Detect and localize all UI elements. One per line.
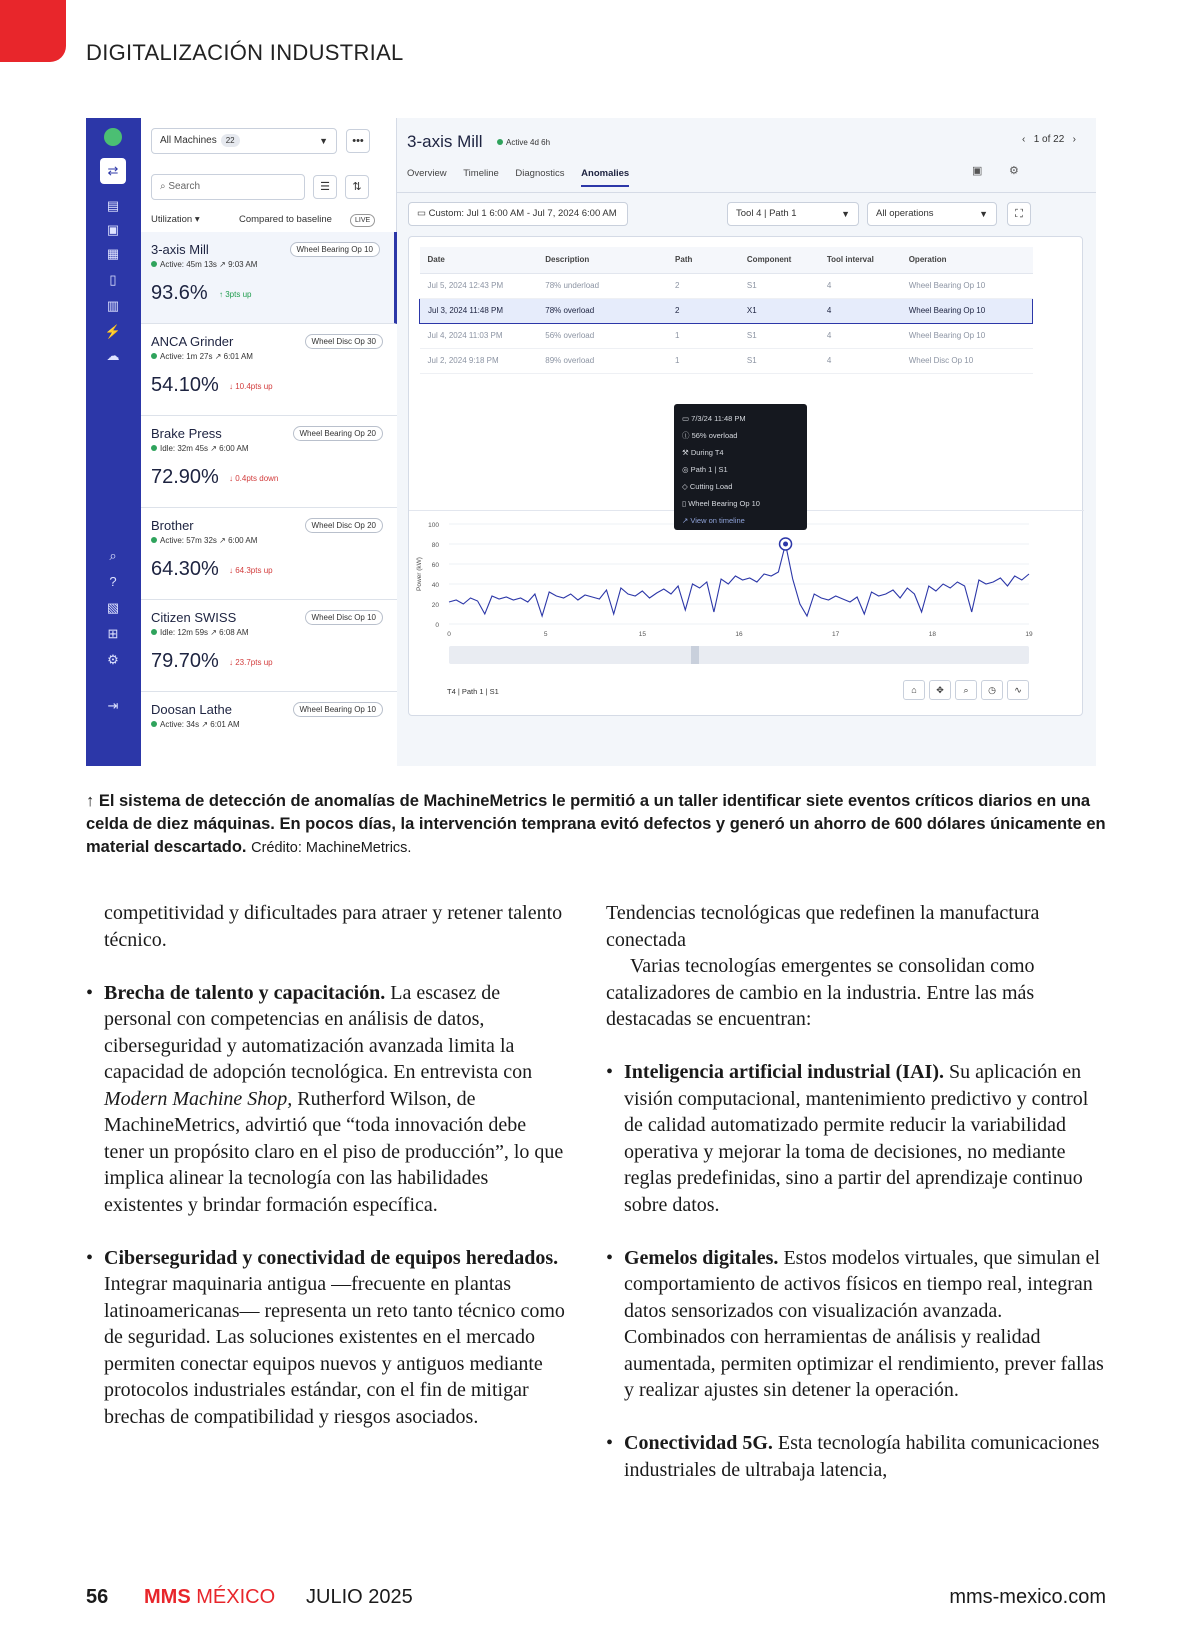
filter-button[interactable]: ☰	[313, 175, 337, 199]
machine-status-text: Active: 57m 32s ↗ 6:00 AM	[160, 536, 258, 545]
nav-rail	[86, 118, 141, 766]
machine-card[interactable]	[141, 232, 397, 324]
table-cell: 4	[819, 323, 901, 348]
x-tick-label: 0	[447, 631, 451, 638]
tooltip-signal-text: Cutting Load	[689, 482, 733, 491]
machine-card[interactable]	[141, 324, 397, 416]
expand-icon[interactable]: ⛶	[1007, 202, 1031, 226]
table-row[interactable]	[420, 273, 1033, 298]
bullet-iai-title: Inteligencia artificial industrial (IAI).	[624, 1061, 944, 1083]
tag-icon: ◇	[682, 482, 690, 491]
table-cell: Wheel Bearing Op 10	[901, 323, 1033, 348]
chevron-down-icon: ▼	[841, 209, 850, 219]
status-dot	[151, 537, 157, 543]
operations-filter-select[interactable]	[867, 202, 997, 226]
machine-filter-label: All Machines	[160, 135, 217, 146]
machine-delta: ↓ 10.4pts up	[229, 382, 273, 391]
search-icon: ⌕	[160, 181, 169, 192]
machine-delta: ↑ 3pts up	[219, 290, 252, 299]
machine-operation-badge: Wheel Disc Op 10	[305, 610, 383, 625]
machine-detail	[397, 118, 1096, 766]
zoom-icon[interactable]: ⌕	[955, 680, 977, 700]
y-axis-label: Power (kW)	[416, 557, 423, 591]
tab-diagnostics[interactable]: Diagnostics	[515, 168, 565, 179]
path-icon: ◎	[682, 465, 691, 474]
right-heading: Tendencias tecnológicas que redefinen la manufactura conectada	[606, 902, 1040, 951]
table-row[interactable]	[420, 298, 1033, 323]
table-cell: S1	[739, 348, 819, 373]
y-tick-label: 20	[431, 602, 439, 609]
pager	[1022, 134, 1076, 145]
save-icon[interactable]: ▣	[972, 165, 983, 177]
machine-card[interactable]	[141, 692, 397, 766]
table-cell: Wheel Disc Op 10	[901, 348, 1033, 373]
table-cell: 2	[667, 273, 739, 298]
column-header[interactable]: Date	[420, 247, 538, 273]
tooltip-desc	[682, 427, 799, 444]
detail-tabs	[407, 168, 643, 187]
column-header[interactable]: Description	[537, 247, 667, 273]
date-range-select[interactable]	[408, 202, 628, 226]
table-cell: Wheel Bearing Op 10	[901, 273, 1033, 298]
machine-operation-badge: Wheel Disc Op 20	[305, 518, 383, 533]
shuffle-icon[interactable]: ⇄	[100, 158, 126, 184]
table-cell: X1	[739, 298, 819, 323]
pulse-icon[interactable]: ∿	[1007, 680, 1029, 700]
operations-filter-label: All operations	[876, 208, 934, 219]
x-tick-label: 5	[543, 631, 548, 638]
left-column	[86, 900, 566, 1430]
machine-filter-select[interactable]	[151, 128, 337, 154]
machine-card[interactable]	[141, 508, 397, 600]
info-icon: ⓘ	[682, 431, 692, 440]
issue-date: JULIO 2025	[306, 1586, 413, 1608]
machine-name: Doosan Lathe	[151, 702, 232, 717]
more-options-button[interactable]: •••	[346, 129, 370, 153]
chart-footer-label: T4 | Path 1 | S1	[447, 687, 499, 696]
chevron-down-icon: ▼	[979, 209, 988, 219]
tooltip-date-text: 7/3/24 11:48 PM	[691, 414, 746, 423]
machine-delta: ↓ 64.3pts up	[229, 566, 273, 575]
table-row[interactable]	[420, 348, 1033, 373]
pan-icon[interactable]: ✥	[929, 680, 951, 700]
tooltip-during	[682, 444, 799, 461]
y-tick-label: 100	[428, 522, 439, 529]
x-tick-label: 16	[735, 631, 743, 638]
status-dot	[497, 139, 503, 145]
bullet-cyber-title: Ciberseguridad y conectividad de equipos heredados.	[104, 1246, 559, 1269]
brand-bold: MMS	[144, 1586, 191, 1608]
machine-status-text: Idle: 32m 45s ↗ 6:00 AM	[160, 444, 249, 453]
y-tick-label: 40	[431, 582, 439, 589]
tooltip-op-text: Wheel Bearing Op 10	[688, 499, 760, 508]
tooltip-desc-text: 56% overload	[691, 431, 738, 440]
machine-status	[151, 628, 249, 637]
machine-status	[151, 352, 253, 361]
tooltip-signal	[682, 478, 799, 495]
machine-operation-badge: Wheel Bearing Op 20	[293, 426, 384, 441]
help-icon[interactable]: ?	[109, 574, 117, 589]
machine-count-chip: 22	[221, 134, 240, 147]
chevron-down-icon: ▾	[192, 214, 200, 225]
table-cell: 89% overload	[537, 348, 667, 373]
detail-active-status	[497, 138, 550, 147]
range-handle[interactable]	[691, 646, 699, 664]
y-tick-label: 60	[431, 562, 439, 569]
table-cell: 1	[667, 348, 739, 373]
document-icon: ▯	[682, 499, 689, 508]
table-cell: Jul 5, 2024 12:43 PM	[420, 273, 538, 298]
bullet-5g	[606, 1430, 1106, 1483]
table-cell: Jul 3, 2024 11:48 PM	[420, 298, 538, 323]
caption-credit: Crédito: MachineMetrics.	[251, 840, 412, 856]
status-dot	[151, 353, 157, 359]
status-dot	[151, 261, 157, 267]
sort-button[interactable]: ⇅	[345, 175, 369, 199]
table-cell: 56% overload	[537, 323, 667, 348]
table-cell: S1	[739, 323, 819, 348]
bullet-5g-text: Esta tecnología habilita comunicaciones industriales de ultrabaja latencia,	[624, 1432, 1100, 1481]
status-dot	[151, 721, 157, 727]
y-tick-label: 80	[431, 542, 439, 549]
map-icon[interactable]: ▧	[106, 600, 120, 615]
bullet-twins	[606, 1245, 1106, 1404]
tab-anomalies[interactable]: Anomalies	[581, 168, 629, 187]
machine-status	[151, 536, 257, 545]
machine-status	[151, 720, 240, 729]
machine-utilization: 72.90%	[151, 466, 219, 488]
chevron-down-icon: ▼	[319, 136, 328, 146]
chevron-left-icon[interactable]: ‹	[1022, 134, 1026, 145]
detail-title: 3-axis Mill	[407, 132, 483, 151]
x-tick-label: 19	[1025, 631, 1033, 638]
view-on-timeline-link[interactable]	[682, 512, 799, 529]
table-header-row	[420, 247, 1033, 273]
machine-operation-badge: Wheel Bearing Op 10	[293, 702, 384, 717]
machine-delta: ↓ 0.4pts down	[229, 474, 279, 483]
bullet-talent	[86, 980, 566, 1219]
machine-utilization: 93.6%	[151, 282, 208, 304]
x-tick-label: 15	[638, 631, 646, 638]
date-range-label: Custom: Jul 1 6:00 AM - Jul 7, 2024 6:00 AM	[428, 208, 617, 219]
table-cell: 4	[819, 273, 901, 298]
right-column	[606, 900, 1106, 1483]
column-header[interactable]: Path	[667, 247, 739, 273]
calendar-icon: ▭	[682, 414, 692, 423]
anomaly-marker-dot	[783, 542, 788, 547]
column-header[interactable]: Operation	[901, 247, 1033, 273]
compared-label: Compared to baseline	[239, 214, 332, 225]
utilization-row	[151, 214, 389, 225]
tooltip-during-text: During T4	[690, 448, 724, 457]
machine-status	[151, 444, 249, 453]
table-cell: 2	[667, 298, 739, 323]
tooltip-op	[682, 495, 799, 512]
machine-utilization: 54.10%	[151, 374, 219, 396]
machine-name: ANCA Grinder	[151, 334, 234, 349]
column-header[interactable]: Component	[739, 247, 819, 273]
bullet-twins-text: Estos modelos virtuales, que simulan el comportamiento de activos físicos en tiempo real, integran datos sensorizados con visualización avanzada. Combinados con herramientas de análisis y realidad aumentada, permiten optimizar el rendimiento, prever fallas y realizar ajustes sin detener la operación.	[624, 1246, 1104, 1401]
calendar-icon: ▭	[417, 208, 429, 219]
table-body	[420, 273, 1033, 373]
dashboard-icon[interactable]: ▣	[106, 222, 120, 237]
machine-card[interactable]	[141, 416, 397, 508]
bullet-talent-text-2: Rutherford Wilson, de MachineMetrics, advirtió que “toda innovación debe tener un propósito claro en el piso de producción”, lo que implica alinear la tecnología con las habilidades existentes y brindar formación específica.	[104, 1087, 564, 1216]
machine-operation-badge: Wheel Disc Op 30	[305, 334, 383, 349]
left-intro: competitividad y dificultades para atraer y retener talento técnico.	[104, 902, 563, 951]
external-link-icon: ↗	[682, 516, 691, 525]
machine-name: Citizen SWISS	[151, 610, 237, 625]
table-cell: Wheel Bearing Op 10	[901, 298, 1033, 323]
website-link[interactable]: mms-mexico.com	[949, 1586, 1106, 1608]
caption-text: ↑ El sistema de detección de anomalías de MachineMetrics le permitió a un taller identificar siete eventos críticos diarios en una celda de diez máquinas. En pocos días, la intervención temprana evitó defectos y generó un ahorro de 600 dólares únicamente en material descartado.	[86, 792, 1106, 856]
anomaly-tooltip	[674, 404, 807, 530]
pager-label: 1 of 22	[1033, 134, 1065, 145]
cloud-icon[interactable]: ☁	[106, 348, 120, 363]
table-cell: S1	[739, 273, 819, 298]
bullet-talent-text-1: La escasez de personal con competencias en análisis de datos, ciberseguridad y automatización avanzada limita la capacidad de adopción tecnológica. En entrevista con	[104, 981, 533, 1083]
section-header: DIGITALIZACIÓN INDUSTRIAL	[86, 40, 404, 65]
table-row[interactable]	[420, 323, 1033, 348]
utilization-dropdown[interactable]: Utilization	[151, 214, 193, 225]
bar-chart-icon[interactable]: ▥	[106, 298, 120, 313]
bullet-iai-text: Su aplicación en visión computacional, mantenimiento predictivo y control de calidad automatizado permite reducir la variabilidad operativa y mejorar la toma de decisiones, no mediante reglas predefinidas, sino a partir del aprendizaje continuo sobre datos.	[624, 1061, 1089, 1216]
tool-filter-label: Tool 4 | Path 1	[736, 208, 797, 219]
search-icon[interactable]: ⌕	[109, 548, 117, 563]
anomalies-table	[419, 247, 1033, 374]
y-tick-label: 0	[435, 622, 439, 629]
x-tick-label: 17	[832, 631, 840, 638]
logo-icon	[104, 128, 122, 146]
tooltip-path-text: Path 1 | S1	[690, 465, 728, 474]
logout-icon[interactable]: ⇥	[107, 698, 119, 713]
view-on-timeline-text: View on timeline	[690, 516, 745, 525]
tabs-divider	[397, 192, 1096, 193]
right-intro: Varias tecnologías emergentes se consolidan como catalizadores de cambio en la industria. Entre las más destacadas se encuentran:	[606, 955, 1035, 1030]
magazine-brand	[144, 1586, 275, 1609]
machine-panel	[141, 118, 397, 766]
machine-status-text: Active: 1m 27s ↗ 6:01 AM	[160, 352, 253, 361]
chart-toolbar	[899, 680, 1029, 700]
bullet-iai	[606, 1059, 1106, 1218]
machine-status-text: Active: 45m 13s ↗ 9:03 AM	[160, 260, 258, 269]
machine-name: Brake Press	[151, 426, 222, 441]
machine-card[interactable]	[141, 600, 397, 692]
settings-icon[interactable]: ⚙	[107, 652, 119, 667]
calendar-icon[interactable]: ▦	[106, 246, 120, 261]
bullet-twins-title: Gemelos digitales.	[624, 1246, 779, 1269]
detail-active-label: Active 4d 6h	[506, 138, 551, 147]
anomalies-card	[408, 236, 1083, 716]
machine-operation-badge: Wheel Bearing Op 10	[290, 242, 381, 257]
chart-icon[interactable]: ▤	[106, 198, 120, 213]
page-number: 56	[86, 1586, 109, 1608]
status-dot	[151, 445, 157, 451]
machine-delta: ↓ 23.7pts up	[229, 658, 273, 667]
machine-name: Brother	[151, 518, 194, 533]
tab-timeline[interactable]: Timeline	[463, 168, 499, 179]
tab-overview[interactable]: Overview	[407, 168, 447, 179]
x-tick-label: 18	[928, 631, 936, 638]
chevron-right-icon[interactable]: ›	[1072, 134, 1076, 145]
machine-status	[151, 260, 257, 269]
machine-name: 3-axis Mill	[151, 242, 209, 257]
power-series-line[interactable]	[449, 544, 1029, 616]
brand-rest: MÉXICO	[196, 1586, 276, 1608]
screenshot-figure	[86, 118, 1096, 766]
bullet-talent-title: Brecha de talento y capacitación.	[104, 981, 386, 1004]
table-cell: Jul 2, 2024 9:18 PM	[420, 348, 538, 373]
bullet-5g-title: Conectividad 5G.	[624, 1432, 773, 1454]
document-icon[interactable]: ▯	[109, 272, 117, 287]
table-cell: 78% overload	[537, 298, 667, 323]
table-cell: 4	[819, 348, 901, 373]
tool-filter-select[interactable]	[727, 202, 859, 226]
machine-status-text: Idle: 12m 59s ↗ 6:08 AM	[160, 628, 249, 637]
tooltip-path	[682, 461, 799, 478]
tool-icon: ⚒	[682, 448, 691, 457]
home-icon[interactable]: ⌂	[903, 680, 925, 700]
corner-tab	[0, 0, 66, 62]
grid-icon[interactable]: ⊞	[107, 626, 119, 641]
bolt-icon[interactable]: ⚡	[104, 324, 122, 339]
bullet-cyber	[86, 1245, 566, 1431]
power-line-chart[interactable]	[409, 512, 1084, 672]
table-cell: 78% underload	[537, 273, 667, 298]
live-badge: LIVE	[350, 214, 375, 227]
machine-status-text: Active: 34s ↗ 6:01 AM	[160, 720, 240, 729]
search-input[interactable]	[151, 174, 305, 200]
table-cell: 4	[819, 298, 901, 323]
table-cell: Jul 4, 2024 11:03 PM	[420, 323, 538, 348]
tooltip-date	[682, 410, 799, 427]
figure-caption	[86, 790, 1106, 860]
settings-icon[interactable]: ⚙	[1009, 165, 1019, 177]
table-cell: 1	[667, 323, 739, 348]
column-header[interactable]: Tool interval	[819, 247, 901, 273]
machine-utilization: 79.70%	[151, 650, 219, 672]
bullet-cyber-text: Integrar maquinaria antigua —frecuente en plantas latinoamericanas— representa un reto tanto técnico como de seguridad. Las soluciones existentes en el mercado permiten conectar equipos nuevos y antiguos mediante protocolos industriales estándar, con el fin de mitigar brechas de compatibilidad y riesgos asociados.	[104, 1273, 565, 1428]
status-dot	[151, 629, 157, 635]
search-placeholder: Search	[168, 181, 201, 192]
machine-utilization: 64.30%	[151, 558, 219, 580]
clock-icon[interactable]: ◷	[981, 680, 1003, 700]
bullet-talent-italic: Modern Machine Shop,	[104, 1087, 293, 1110]
range-scrubber[interactable]	[449, 646, 1029, 664]
